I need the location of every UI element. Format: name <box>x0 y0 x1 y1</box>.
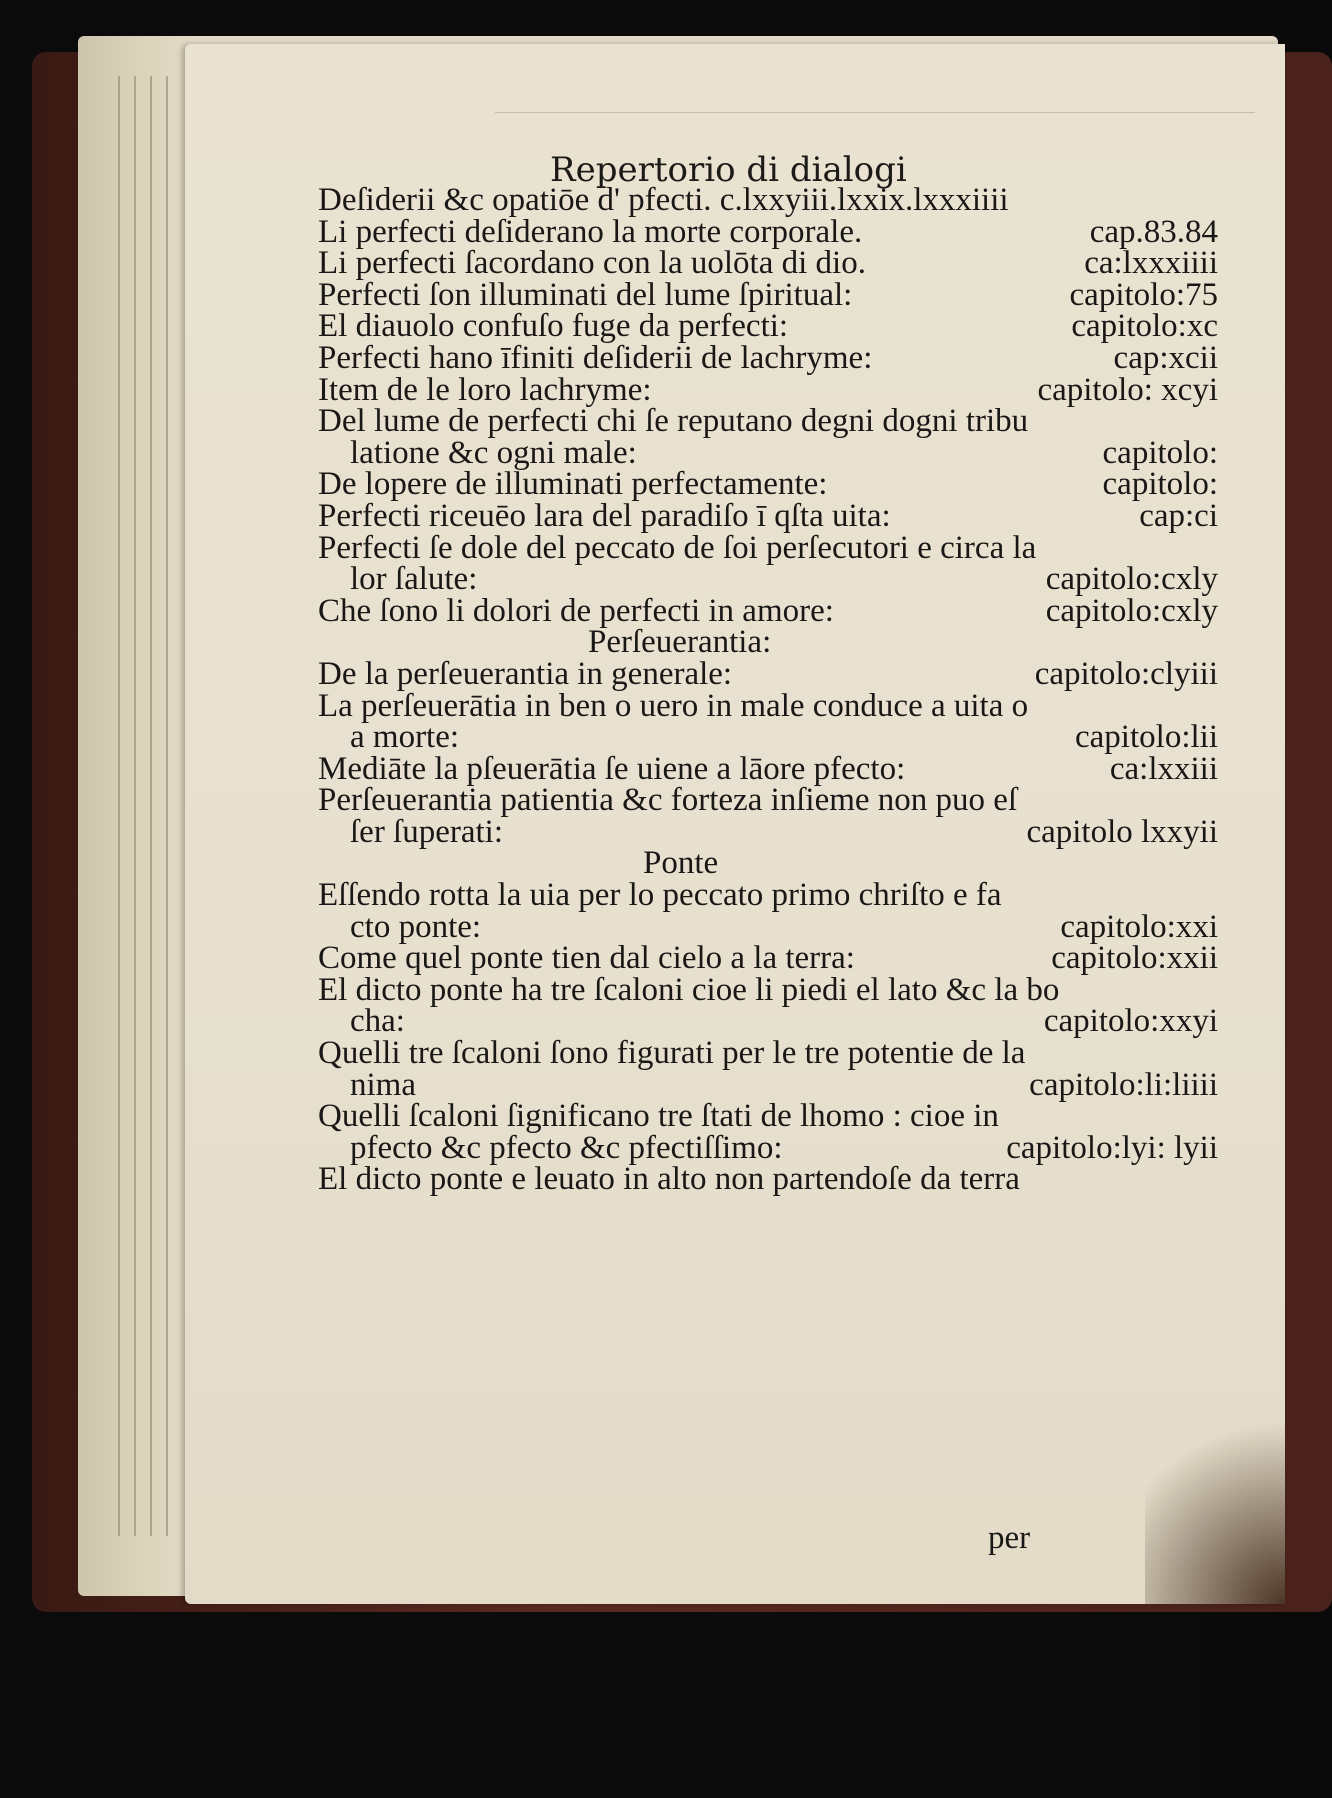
running-header: Repertorio di dialogi <box>550 150 907 190</box>
chapter-reference: capitolo:clyiii <box>1034 655 1218 692</box>
index-line <box>318 434 1218 471</box>
chapter-reference: capitolo:xc <box>1071 308 1218 345</box>
page-edge <box>118 76 120 1536</box>
index-line <box>318 1003 1218 1040</box>
index-line <box>318 877 1218 914</box>
index-entry-text: El diauolo confuſo fuge da perfecti: <box>318 308 789 345</box>
page-rule <box>495 112 1255 113</box>
chapter-reference: capitolo: <box>1102 466 1218 503</box>
chapter-reference: capitolo: xcyi <box>1037 371 1218 408</box>
chapter-reference: capitolo:lyi: lyii <box>1006 1129 1218 1166</box>
chapter-reference: cap:ci <box>1139 497 1218 534</box>
chapter-reference: capitolo:75 <box>1069 276 1218 313</box>
index-line <box>318 1035 1218 1072</box>
index-line <box>318 971 1218 1008</box>
chapter-reference: ca:lxxxiiii <box>1084 245 1218 282</box>
index-line <box>318 687 1218 724</box>
index-entry-text: Mediāte la pſeuerātia ſe uiene a lāore pfecto: <box>318 750 906 787</box>
index-line <box>318 655 1218 692</box>
index-line <box>318 276 1218 313</box>
index-line <box>318 750 1218 787</box>
index-entry-text: Ponte <box>643 845 719 882</box>
index-line <box>318 1129 1218 1166</box>
index-entry-text: a morte: <box>350 719 460 756</box>
index-entry-text: Li perfecti deſiderano la morte corporale. <box>318 213 863 250</box>
corner-shadow <box>1145 1384 1285 1604</box>
index-entry-text: El dicto ponte e leuato in alto non partendoſe da terra <box>318 1161 1020 1198</box>
index-line <box>318 497 1218 534</box>
chapter-reference: capitolo:xxyi <box>1043 1003 1218 1040</box>
index-entry-text: Quelli tre ſcaloni ſono figurati per le tre potentie de la <box>318 1035 1026 1072</box>
index-entry-text: Item de le loro lachryme: <box>318 371 652 408</box>
chapter-reference: capitolo:cxly <box>1045 561 1218 598</box>
index-entry-text: pfecto &c pfecto &c pfectiſſimo: <box>350 1129 783 1166</box>
page-edge <box>134 76 136 1536</box>
index-entry-text: lor ſalute: <box>350 561 478 598</box>
index-line <box>318 940 1218 977</box>
chapter-reference: cap:xcii <box>1113 339 1218 376</box>
index-line <box>318 213 1218 250</box>
index-entry-text: Perfecti riceuēo lara del paradiſo ī qſta uita: <box>318 497 891 534</box>
index-line <box>318 1161 1218 1198</box>
index-line <box>318 1098 1218 1135</box>
index-entry-text: La perſeuerātia in ben o uero in male conduce a uita o <box>318 687 1029 724</box>
chapter-reference: capitolo:xxi <box>1060 908 1218 945</box>
page-edge <box>150 76 152 1536</box>
index-line <box>318 245 1218 282</box>
chapter-reference: cap.83.84 <box>1089 213 1218 250</box>
index-entry-text: nima <box>350 1066 416 1103</box>
page-edge <box>166 76 168 1536</box>
chapter-reference: capitolo:xxii <box>1051 940 1218 977</box>
index-entry-text: latione &c ogni male: <box>350 434 637 471</box>
chapter-reference: capitolo: <box>1102 434 1218 471</box>
chapter-reference: capitolo:li:liiii <box>1029 1066 1218 1103</box>
index-line <box>318 339 1218 376</box>
index-line <box>318 403 1218 440</box>
index-line <box>318 782 1218 819</box>
index-entry-text: cha: <box>350 1003 405 1040</box>
index-entry-text: De la perſeuerantia in generale: <box>318 655 733 692</box>
index-entry-text: Perfecti hano īfiniti deſiderii de lachryme: <box>318 339 873 376</box>
index-entry-text: Eſſendo rotta la uia per lo peccato primo chriſto e fa <box>318 877 1002 914</box>
index-line <box>318 371 1218 408</box>
section-heading <box>318 624 1218 661</box>
index-line <box>318 1066 1218 1103</box>
index-line <box>318 561 1218 598</box>
index-line <box>318 813 1218 850</box>
index-line <box>318 308 1218 345</box>
index-line <box>318 592 1218 629</box>
index-line <box>318 529 1218 566</box>
section-heading <box>318 845 1218 882</box>
index-entry-text: Perſeuerantia patientia &c forteza inſieme non puo eſ <box>318 782 1018 819</box>
index-entry-text: Che ſono li dolori de perfecti in amore: <box>318 592 834 629</box>
index-entry-text: ſer ſuperati: <box>350 813 504 850</box>
index-entry-text: cto ponte: <box>350 908 482 945</box>
index-entry-text: Perfecti ſe dole del peccato de ſoi perſecutori e circa la <box>318 529 1037 566</box>
index-entry-text: El dicto ponte ha tre ſcaloni cioe li piedi el lato &c la bo <box>318 971 1060 1008</box>
index-entry-text: Perfecti ſon illuminati del lume ſpiritual: <box>318 276 853 313</box>
chapter-reference: ca:lxxiii <box>1109 750 1218 787</box>
index-line <box>318 719 1218 756</box>
index-line <box>318 182 1218 218</box>
catchword: per <box>988 1520 1031 1556</box>
index-entry-text: Perſeuerantia: <box>588 624 772 661</box>
index-text-block <box>318 182 1218 1198</box>
index-entry-text: Li perfecti ſacordano con la uolōta di dio. <box>318 245 866 282</box>
index-entry-text: De lopere de illuminati perfectamente: <box>318 466 828 503</box>
chapter-reference: capitolo lxxyii <box>1026 813 1218 850</box>
index-entry-text: Del lume de perfecti chi ſe reputano degni dogni tribu <box>318 403 1029 440</box>
index-entry-text: Quelli ſcaloni ſignificano tre ſtati de lhomo : cioe in <box>318 1098 999 1135</box>
chapter-reference: capitolo:lii <box>1075 719 1218 756</box>
index-entry-text: Come quel ponte tien dal cielo a la terra: <box>318 940 855 977</box>
index-entry-text: Deſiderii &c opatiōe d' pfecti. c.lxxyiii.lxxix.lxxxiiii <box>318 182 1009 218</box>
index-line <box>318 466 1218 503</box>
index-line <box>318 908 1218 945</box>
chapter-reference: capitolo:cxly <box>1045 592 1218 629</box>
